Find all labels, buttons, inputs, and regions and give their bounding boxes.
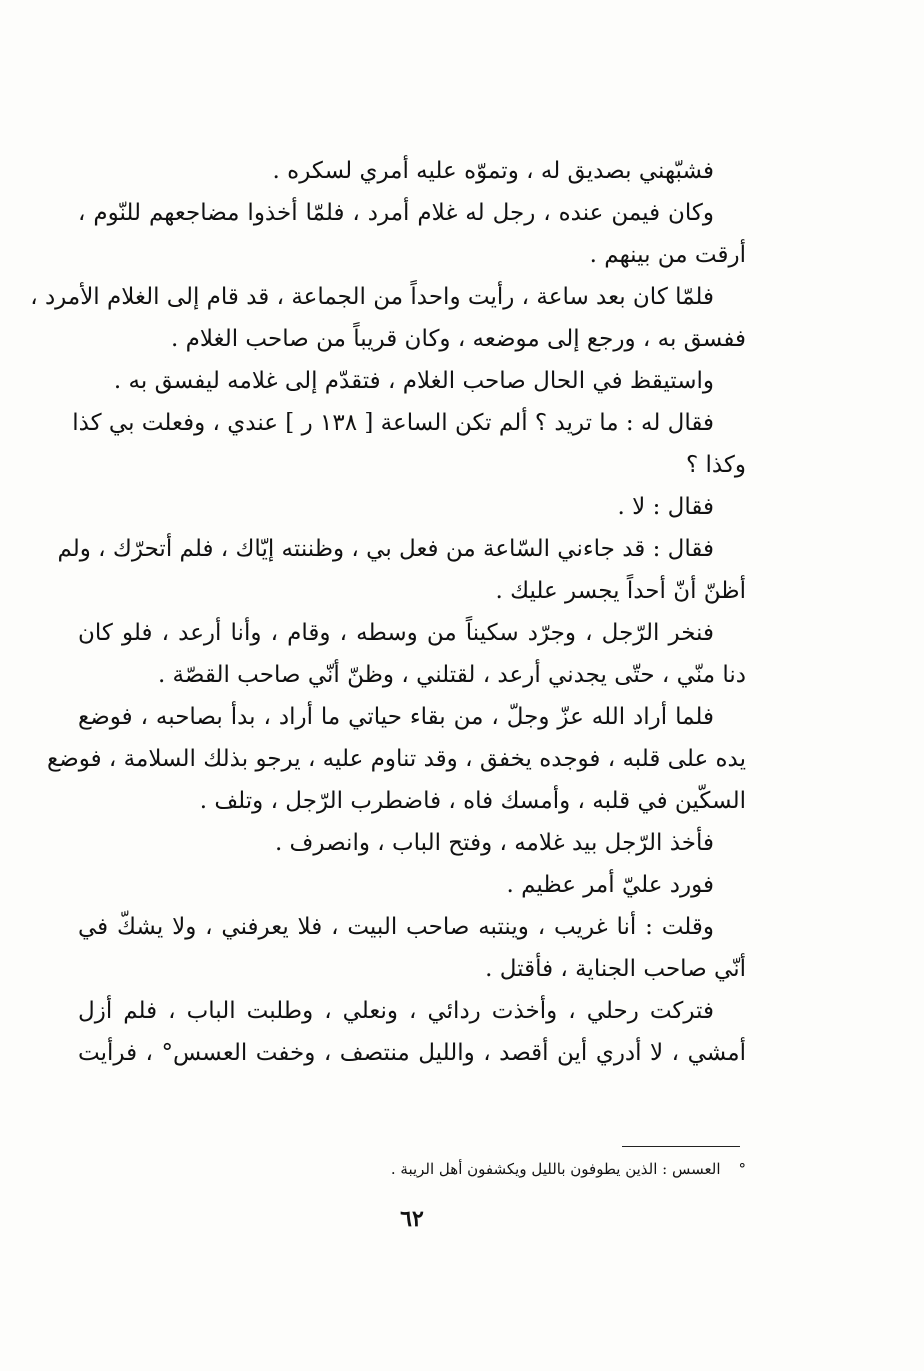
main-text [30,150,746,1074]
text-line: السكّين في قلبه ، وأمسك فاه ، فاضطرب الرّجل ، وتلف . [199,788,746,814]
footnote-text: العسس : الذين يطوفون بالليل ويكشفون أهل الريبة . [390,1160,721,1178]
text-line: وكان فيمن عنده ، رجل له غلام أمرد ، فلمّا أخذوا مضاجعهم للنّوم ، [78,200,714,226]
text-line: فتركت رحلي ، وأخذت ردائي ، ونعلي ، وطلبت الباب ، فلم أزل [78,998,714,1024]
text-line: أنّي صاحب الجناية ، فأقتل . [485,956,746,982]
text-line: ففسق به ، ورجع إلى موضعه ، وكان قريباً من صاحب الغلام . [171,326,746,352]
text-line: وقلت : أنا غريب ، وينتبه صاحب البيت ، فلا يعرفني ، ولا يشكّ في [78,914,714,940]
footnote [300,1158,746,1180]
text-line: فنخر الرّجل ، وجرّد سكيناً من وسطه ، وقام ، وأنا أرعد ، فلو كان [78,620,714,646]
text-line: أمشي ، لا أدري أين أقصد ، والليل منتصف ، وخفت العسس° ، فرأيت [78,1040,746,1066]
text-line: أرقت من بينهم . [589,242,746,268]
footnote-mark: ° [738,1160,746,1178]
text-line: فشبّهني بصديق له ، وتموّه عليه أمري لسكره . [272,158,714,184]
text-line: فقال : لا . [617,494,714,520]
footnote-divider [622,1146,740,1147]
text-line: فلمّا كان بعد ساعة ، رأيت واحداً من الجماعة ، قد قام إلى الغلام الأمرد ، [30,284,714,310]
page-number: ٦٢ [400,1206,424,1232]
text-line: فلما أراد الله عزّ وجلّ ، من بقاء حياتي ما أراد ، بدأ بصاحبه ، فوضع [78,704,714,730]
text-line: فورد عليّ أمر عظيم . [506,872,714,898]
text-line: أظنّ أنّ أحداً يجسر عليك . [495,578,746,604]
text-line: وكذا ؟ [685,452,746,478]
text-line: فقال له : ما تريد ؟ ألم تكن الساعة [ ١٣٨ ر ] عندي ، وفعلت بي كذا [72,410,714,436]
text-line: فقال : قد جاءني السّاعة من فعل بي ، وظننته إيّاك ، فلم أتحرّك ، ولم [57,536,714,562]
text-line: واستيقظ في الحال صاحب الغلام ، فتقدّم إلى غلامه ليفسق به . [113,368,714,394]
text-line: دنا منّي ، حتّى يجدني أرعد ، لقتلني ، وظنّ أنّي صاحب القصّة . [157,662,746,688]
text-line: فأخذ الرّجل بيد غلامه ، وفتح الباب ، وانصرف . [274,830,714,856]
text-line: يده على قلبه ، فوجده يخفق ، وقد تناوم عليه ، يرجو بذلك السلامة ، فوضع [46,746,746,772]
